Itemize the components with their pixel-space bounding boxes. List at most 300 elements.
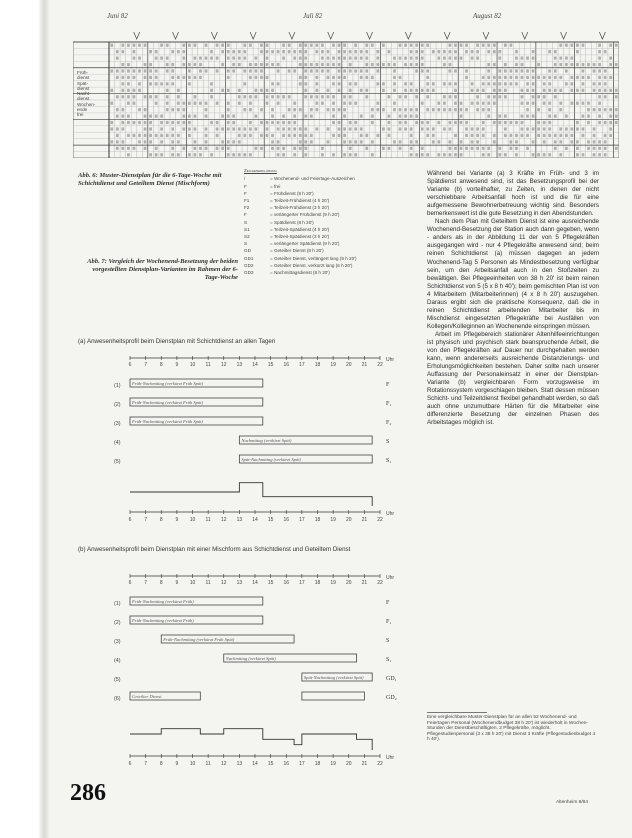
- roster-cell-mark: [205, 127, 208, 130]
- roster-cell-mark: [332, 115, 335, 118]
- roster-cell-mark: [487, 147, 490, 150]
- row-label: dienst: [77, 96, 90, 102]
- roster-cell-mark: [526, 108, 529, 111]
- roster-cell-mark: [365, 50, 368, 53]
- roster-cell-mark: [288, 95, 291, 98]
- tick-label: 8: [159, 362, 163, 368]
- roster-cell-mark: [227, 147, 230, 150]
- roster-cell-mark: [371, 63, 374, 66]
- roster-cell-mark: [110, 69, 113, 72]
- tick-label: 20: [345, 362, 352, 368]
- roster-cell-mark: [138, 82, 141, 85]
- roster-cell-mark: [582, 115, 585, 118]
- roster-cell-mark: [155, 153, 158, 156]
- roster-cell-mark: [498, 147, 501, 150]
- roster-cell-mark: [426, 108, 429, 111]
- roster-cell-mark: [565, 127, 568, 130]
- roster-cell-mark: [465, 50, 468, 53]
- roster-cell-mark: [299, 108, 302, 111]
- tick-label: 11: [205, 761, 211, 767]
- roster-cell-mark: [582, 89, 585, 92]
- unit-label: Uhr: [386, 511, 395, 517]
- roster-cell-mark: [288, 44, 291, 47]
- roster-cell-mark: [343, 108, 346, 111]
- roster-cell-mark: [155, 69, 158, 72]
- roster-cell-mark: [388, 121, 391, 124]
- roster-cell-mark: [582, 44, 585, 47]
- roster-cell-mark: [515, 147, 518, 150]
- roster-cell-mark: [570, 89, 573, 92]
- tick-label: 17: [299, 580, 305, 586]
- roster-cell-mark: [410, 140, 413, 143]
- roster-cell-mark: [354, 140, 357, 143]
- roster-cell-mark: [476, 127, 479, 130]
- roster-cell-mark: [504, 76, 507, 79]
- roster-cell-mark: [266, 127, 269, 130]
- roster-cell-mark: [598, 95, 601, 98]
- roster-cell-mark: [548, 69, 551, 72]
- roster-cell-mark: [166, 44, 169, 47]
- roster-cell-mark: [476, 140, 479, 143]
- roster-cell-mark: [349, 82, 352, 85]
- shift-code: S₁: [386, 458, 392, 464]
- legend-text: = Geteilter Dienst, verkürzt lang (6 h 20'): [270, 262, 353, 268]
- roster-cell-mark: [570, 82, 573, 85]
- roster-cell-mark: [415, 95, 418, 98]
- roster-cell-mark: [482, 147, 485, 150]
- roster-cell-mark: [243, 57, 246, 60]
- roster-cell-mark: [521, 63, 524, 66]
- roster-cell-mark: [304, 57, 307, 60]
- roster-cell-mark: [327, 76, 330, 79]
- roster-cell-mark: [171, 69, 174, 72]
- roster-cell-mark: [243, 50, 246, 53]
- roster-cell-mark: [260, 63, 263, 66]
- roster-cell-mark: [293, 134, 296, 137]
- roster-cell-mark: [221, 127, 224, 130]
- roster-cell-mark: [587, 63, 590, 66]
- roster-cell-mark: [476, 57, 479, 60]
- roster-cell-mark: [454, 95, 457, 98]
- roster-cell-mark: [210, 153, 213, 156]
- roster-cell-mark: [493, 95, 496, 98]
- month-label-july: Juli 82: [303, 12, 323, 20]
- roster-cell-mark: [144, 115, 147, 118]
- tick-label: 6: [128, 580, 132, 586]
- roster-cell-mark: [570, 127, 573, 130]
- roster-cell-mark: [437, 121, 440, 124]
- roster-cell-mark: [321, 44, 324, 47]
- roster-cell-mark: [293, 127, 296, 130]
- tick-label: 20: [345, 761, 352, 767]
- roster-cell-mark: [332, 76, 335, 79]
- roster-cell-mark: [587, 121, 590, 124]
- roster-cell-mark: [315, 69, 318, 72]
- roster-cell-mark: [443, 95, 446, 98]
- shift-code: F₁: [386, 401, 392, 407]
- roster-cell-mark: [160, 153, 163, 156]
- staffing-profile-line: [130, 483, 372, 506]
- roster-cell-mark: [498, 153, 501, 156]
- roster-cell-mark: [315, 89, 318, 92]
- roster-cell-mark: [293, 115, 296, 118]
- legend-code: S1: [244, 226, 250, 232]
- tick-label: 15: [267, 761, 274, 767]
- shift-code: S: [386, 439, 390, 445]
- roster-cell-mark: [327, 57, 330, 60]
- roster-cell-mark: [404, 95, 407, 98]
- roster-cell-mark: [266, 102, 269, 105]
- roster-cell-mark: [521, 134, 524, 137]
- page-number: 286: [70, 780, 106, 806]
- roster-cell-mark: [255, 115, 258, 118]
- roster-cell-mark: [304, 44, 307, 47]
- roster-cell-mark: [471, 89, 474, 92]
- roster-cell-mark: [404, 63, 407, 66]
- roster-cell-mark: [155, 102, 158, 105]
- roster-cell-mark: [510, 82, 513, 85]
- roster-cell-mark: [304, 115, 307, 118]
- roster-cell-mark: [255, 127, 258, 130]
- tick-label: 16: [283, 362, 290, 368]
- roster-cell-mark: [432, 89, 435, 92]
- roster-cell-mark: [465, 134, 468, 137]
- roster-cell-mark: [304, 153, 307, 156]
- roster-cell-mark: [548, 76, 551, 79]
- roster-cell-mark: [471, 134, 474, 137]
- legend-code: /: [244, 176, 246, 182]
- roster-cell-mark: [521, 121, 524, 124]
- roster-cell-mark: [205, 147, 208, 150]
- roster-cell-mark: [199, 76, 202, 79]
- roster-cell-mark: [393, 89, 396, 92]
- roster-cell-mark: [266, 50, 269, 53]
- shift-row-id: (3): [114, 421, 121, 427]
- roster-cell-mark: [598, 140, 601, 143]
- roster-cell-mark: [332, 82, 335, 85]
- roster-cell-mark: [188, 44, 191, 47]
- roster-cell-mark: [371, 115, 374, 118]
- roster-cell-mark: [315, 76, 318, 79]
- roster-cell-mark: [399, 44, 402, 47]
- roster-cell-mark: [498, 76, 501, 79]
- roster-cell-mark: [537, 108, 540, 111]
- roster-cell-mark: [288, 50, 291, 53]
- roster-cell-mark: [410, 115, 413, 118]
- roster-cell-mark: [449, 82, 452, 85]
- roster-cell-mark: [177, 102, 180, 105]
- roster-cell-mark: [310, 44, 313, 47]
- roster-cell-mark: [194, 127, 197, 130]
- roster-cell-mark: [460, 57, 463, 60]
- roster-cell-mark: [310, 95, 313, 98]
- roster-cell-mark: [315, 63, 318, 66]
- roster-cell-mark: [410, 50, 413, 53]
- roster-cell-mark: [537, 153, 540, 156]
- roster-cell-mark: [110, 102, 113, 105]
- roster-cell-mark: [177, 153, 180, 156]
- row-label: frei: [77, 112, 84, 118]
- legend-code: F: [244, 212, 247, 218]
- roster-cell-mark: [249, 95, 252, 98]
- roster-cell-mark: [454, 108, 457, 111]
- roster-cell-mark: [593, 89, 596, 92]
- roster-cell-mark: [116, 50, 119, 53]
- roster-cell-mark: [110, 140, 113, 143]
- roster-cell-mark: [138, 89, 141, 92]
- roster-cell-mark: [188, 76, 191, 79]
- roster-cell-mark: [576, 63, 579, 66]
- roster-cell-mark: [127, 69, 130, 72]
- roster-cell-mark: [410, 127, 413, 130]
- roster-cell-mark: [432, 50, 435, 53]
- roster-cell-mark: [493, 82, 496, 85]
- roster-cell-mark: [144, 127, 147, 130]
- roster-cell-mark: [266, 134, 269, 137]
- roster-cell-mark: [443, 127, 446, 130]
- roster-cell-mark: [482, 153, 485, 156]
- duty-roster: [73, 12, 619, 158]
- roster-cell-mark: [493, 102, 496, 105]
- legend-text: = Nachmittagsdienst (8 h 20'): [270, 269, 330, 275]
- roster-cell-mark: [343, 44, 346, 47]
- roster-cell-mark: [515, 63, 518, 66]
- roster-cell-mark: [227, 76, 230, 79]
- roster-cell-mark: [437, 57, 440, 60]
- footnote: Eine vergleichbare Muster-Dienstplan für an allen 52 Wochenend- und Feiertagen Personal (Wochenendbudget 38 h 20') ist wiederholt in Wochen-Stunden der Dienstbeschäftigten, 2 Pflegekräfte, möglicht. Pflegestudienpersonal (3 x 38 h 20') mit Dienst 3 Kräfte (Pflegestudienbudget 4 h 40').: [427, 715, 596, 743]
- roster-cell-mark: [515, 121, 518, 124]
- roster-cell-mark: [121, 69, 124, 72]
- roster-cell-mark: [548, 82, 551, 85]
- roster-cell-mark: [582, 102, 585, 105]
- roster-cell-mark: [410, 134, 413, 137]
- roster-cell-mark: [182, 108, 185, 111]
- roster-cell-mark: [260, 69, 263, 72]
- shift-row-id: (6): [114, 696, 121, 702]
- roster-cell-mark: [232, 63, 235, 66]
- roster-cell-mark: [443, 57, 446, 60]
- roster-cell-mark: [343, 134, 346, 137]
- roster-cell-mark: [443, 102, 446, 105]
- roster-cell-mark: [393, 82, 396, 85]
- tick-label: 7: [144, 362, 148, 368]
- roster-cell-mark: [249, 127, 252, 130]
- roster-cell-mark: [166, 134, 169, 137]
- roster-cell-mark: [526, 82, 529, 85]
- roster-cell-mark: [249, 76, 252, 79]
- roster-cell-mark: [609, 108, 612, 111]
- roster-cell-mark: [360, 50, 363, 53]
- roster-cell-mark: [282, 153, 285, 156]
- roster-cell-mark: [399, 121, 402, 124]
- roster-cell-mark: [288, 121, 291, 124]
- roster-cell-mark: [449, 121, 452, 124]
- roster-cell-mark: [127, 89, 130, 92]
- roster-cell-mark: [288, 134, 291, 137]
- roster-cell-mark: [144, 108, 147, 111]
- roster-cell-mark: [327, 127, 330, 130]
- roster-cell-mark: [343, 140, 346, 143]
- roster-cell-mark: [144, 44, 147, 47]
- roster-cell-mark: [554, 76, 557, 79]
- roster-cell-mark: [338, 76, 341, 79]
- shift-code: F: [386, 382, 390, 388]
- roster-cell-mark: [243, 95, 246, 98]
- weekend-marker: [444, 32, 450, 39]
- roster-cell-mark: [482, 44, 485, 47]
- roster-cell-mark: [554, 115, 557, 118]
- roster-cell-mark: [138, 44, 141, 47]
- roster-cell-mark: [216, 134, 219, 137]
- roster-cell-mark: [565, 63, 568, 66]
- roster-cell-mark: [182, 76, 185, 79]
- shift-row-id: (1): [114, 383, 121, 389]
- roster-cell-mark: [582, 63, 585, 66]
- roster-cell-mark: [554, 140, 557, 143]
- roster-cell-mark: [388, 127, 391, 130]
- roster-cell-mark: [532, 57, 535, 60]
- footer-journal: Altenheim 8/84: [556, 800, 588, 805]
- roster-cell-mark: [338, 82, 341, 85]
- roster-cell-mark: [133, 57, 136, 60]
- roster-cell-mark: [210, 89, 213, 92]
- roster-cell-mark: [155, 57, 158, 60]
- roster-cell-mark: [121, 89, 124, 92]
- roster-cell-mark: [426, 82, 429, 85]
- roster-cell-mark: [349, 102, 352, 105]
- roster-cell-mark: [321, 153, 324, 156]
- roster-cell-mark: [349, 50, 352, 53]
- roster-cell-mark: [554, 95, 557, 98]
- roster-cell-mark: [299, 82, 302, 85]
- roster-cell-mark: [282, 147, 285, 150]
- roster-cell-mark: [615, 63, 618, 66]
- roster-cell-mark: [282, 50, 285, 53]
- roster-cell-mark: [277, 121, 280, 124]
- roster-cell-mark: [465, 108, 468, 111]
- roster-cell-mark: [288, 108, 291, 111]
- roster-cell-mark: [299, 134, 302, 137]
- roster-cell-mark: [282, 134, 285, 137]
- roster-cell-mark: [277, 82, 280, 85]
- footnote-rule: [427, 712, 487, 713]
- roster-cell-mark: [205, 115, 208, 118]
- tick-label: 11: [205, 580, 211, 586]
- roster-cell-mark: [293, 69, 296, 72]
- roster-cell-mark: [227, 89, 230, 92]
- roster-cell-mark: [415, 50, 418, 53]
- roster-cell-mark: [277, 102, 280, 105]
- roster-cell-mark: [465, 127, 468, 130]
- tick-label: 8: [159, 761, 163, 767]
- roster-cell-mark: [471, 57, 474, 60]
- roster-cell-mark: [537, 127, 540, 130]
- roster-cell-mark: [182, 63, 185, 66]
- tick-label: 17: [299, 362, 305, 368]
- roster-cell-mark: [504, 89, 507, 92]
- legend-text: = Frühdienst (8 h 20'): [270, 190, 314, 196]
- roster-cell-mark: [232, 57, 235, 60]
- roster-cell-mark: [504, 134, 507, 137]
- tick-label: 6: [128, 362, 132, 368]
- roster-cell-mark: [598, 121, 601, 124]
- roster-cell-mark: [166, 95, 169, 98]
- roster-cell-mark: [543, 95, 546, 98]
- roster-cell-mark: [238, 57, 241, 60]
- roster-cell-mark: [399, 127, 402, 130]
- roster-cell-mark: [393, 57, 396, 60]
- shift-bar-label: Früh-Nachmittag (verkürzt Früh Spät): [132, 400, 204, 405]
- roster-cell-mark: [144, 69, 147, 72]
- roster-cell-mark: [504, 63, 507, 66]
- roster-cell-mark: [371, 121, 374, 124]
- roster-cell-mark: [460, 44, 463, 47]
- roster-cell-mark: [216, 44, 219, 47]
- roster-cell-mark: [171, 82, 174, 85]
- tick-label: 11: [205, 517, 211, 523]
- roster-cell-mark: [221, 140, 224, 143]
- roster-cell-mark: [421, 57, 424, 60]
- roster-cell-mark: [199, 57, 202, 60]
- roster-cell-mark: [437, 102, 440, 105]
- roster-cell-mark: [149, 82, 152, 85]
- row-label: Nacht-: [77, 91, 91, 97]
- roster-cell-mark: [304, 147, 307, 150]
- roster-cell-mark: [360, 115, 363, 118]
- roster-cell-mark: [587, 102, 590, 105]
- shift-row-id: (1): [114, 601, 121, 607]
- roster-cell-mark: [471, 127, 474, 130]
- shift-row-id: (3): [114, 639, 121, 645]
- roster-cell-mark: [199, 69, 202, 72]
- roster-cell-mark: [432, 108, 435, 111]
- legend: [244, 168, 412, 276]
- weekend-marker: [250, 32, 256, 39]
- roster-cell-mark: [194, 140, 197, 143]
- roster-cell-mark: [443, 153, 446, 156]
- roster-cell-mark: [177, 121, 180, 124]
- roster-cell-mark: [121, 50, 124, 53]
- roster-cell-mark: [182, 121, 185, 124]
- roster-cell-mark: [493, 76, 496, 79]
- roster-cell-mark: [360, 140, 363, 143]
- roster-cell-mark: [199, 147, 202, 150]
- roster-cell-mark: [532, 127, 535, 130]
- roster-cell-mark: [482, 82, 485, 85]
- roster-cell-mark: [515, 76, 518, 79]
- roster-cell-mark: [521, 57, 524, 60]
- roster-cell-mark: [415, 57, 418, 60]
- roster-cell-mark: [160, 121, 163, 124]
- roster-cell-mark: [271, 140, 274, 143]
- roster-cell-mark: [349, 69, 352, 72]
- roster-cell-mark: [515, 140, 518, 143]
- legend-text: = Teilzeit-Frühdienst (3 h 20'): [270, 205, 330, 211]
- roster-cell-mark: [498, 95, 501, 98]
- roster-cell-mark: [116, 140, 119, 143]
- roster-cell-mark: [332, 63, 335, 66]
- roster-cell-mark: [194, 102, 197, 105]
- roster-cell-mark: [110, 44, 113, 47]
- roster-cell-mark: [543, 127, 546, 130]
- roster-cell-mark: [587, 140, 590, 143]
- roster-cell-mark: [532, 50, 535, 53]
- roster-cell-mark: [166, 108, 169, 111]
- roster-cell-mark: [249, 44, 252, 47]
- roster-cell-mark: [376, 134, 379, 137]
- roster-cell-mark: [260, 44, 263, 47]
- roster-cell-mark: [266, 63, 269, 66]
